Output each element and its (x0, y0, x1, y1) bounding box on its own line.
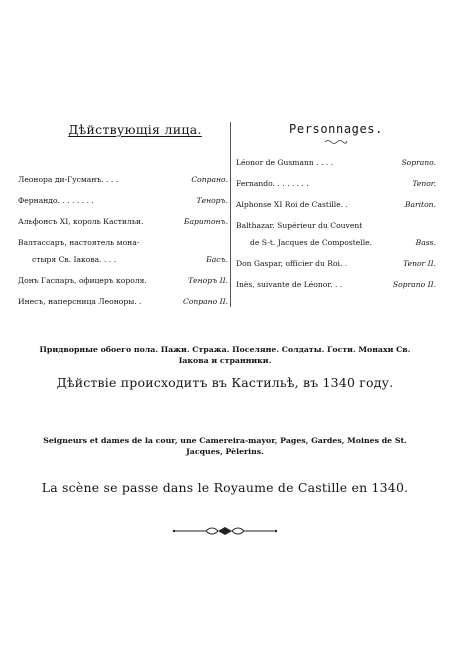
cast-heading-russian: Дѣйствующія лица. (68, 122, 202, 137)
role-row: стыря Св. Iакова. . . . Басъ. (32, 255, 228, 264)
role-row: de S-t. Jacques de Compostelle. Bass. (250, 238, 436, 247)
setting-russian: Дѣйствіе происходитъ въ Кастильѣ, въ 1340 году. (56, 375, 394, 390)
role-row: Léonor de Gusmann . . . . Soprano. (236, 158, 436, 167)
role-row: Валтассаръ, настоятель мона- (18, 238, 140, 247)
role-row: Alphonse XI Roi de Castille. . Bariton. (236, 200, 436, 209)
setting-french: La scène se passe dans le Royaume de Castille en 1340. (41, 480, 409, 495)
cast-list-russian (18, 122, 228, 318)
cast-heading-french: Personnages. (289, 122, 383, 136)
ornament-divider-icon (170, 524, 280, 538)
role-row: Альфонсъ XI, король Кастильи. Баритонъ. (18, 217, 228, 226)
chorus-list-french: Seigneurs et dames de la cour, une Camereira-mayor, Pages, Gardes, Moines de St. Jacques, Pèlerins. (43, 436, 407, 456)
role-row: Донъ Гаспаръ, офицеръ короля. Теноръ II. (18, 276, 228, 285)
role-row: Инесъ, наперсница Леоноры. . Сопрано II. (18, 297, 228, 306)
role-row: Inès, suivante de Léonor. . . Soprano II. (236, 280, 436, 289)
role-row: Фернандо. . . . . . . . Теноръ. (18, 196, 228, 205)
heading-flourish-icon (324, 139, 348, 144)
heading-flourish-icon (123, 140, 124, 145)
role-row: Fernando. . . . . . . . Tenor. (236, 179, 436, 188)
role-row: Balthazar. Supérieur du Couvent (236, 221, 363, 230)
role-row: Леонора ди-Гусманъ. . . . Сопрано. (18, 175, 228, 184)
chorus-list-russian: Придворные обоего пола. Пажи. Стража. Поселяне. Солдаты. Гости. Монахи Св. Iакова и странники. (39, 345, 411, 365)
column-divider (230, 122, 231, 307)
cast-list-french (236, 122, 436, 301)
role-row: Don Gaspar, officier du Roi. . Tenor II. (236, 259, 436, 268)
